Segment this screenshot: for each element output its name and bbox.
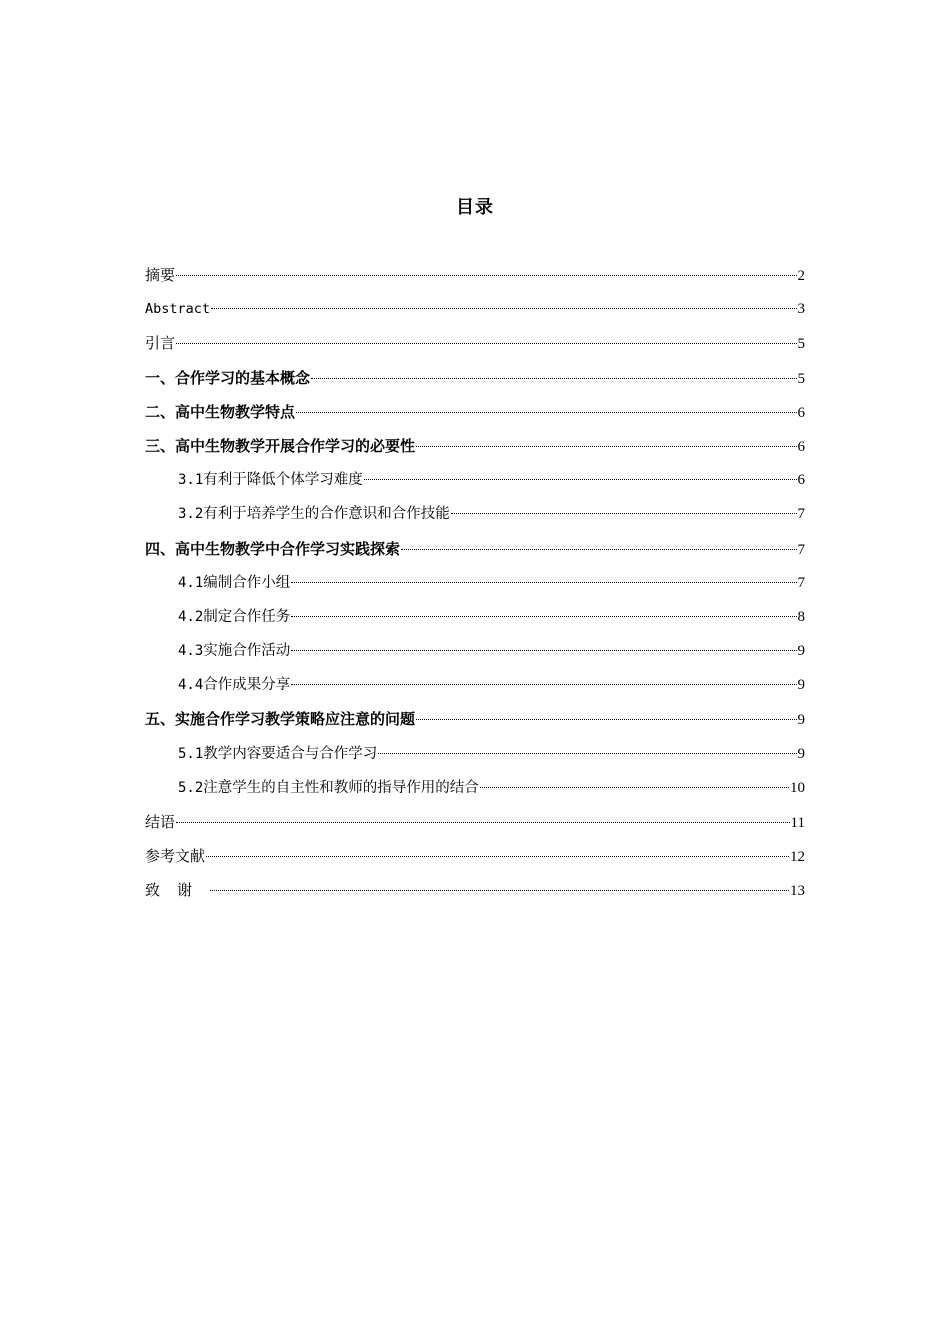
toc-section-number: 3.1	[178, 472, 204, 489]
toc-entry-label: 结语	[145, 813, 176, 831]
toc-page-number: 3	[797, 301, 805, 318]
toc-entry-label	[178, 672, 290, 698]
toc-entry[interactable]	[145, 296, 805, 330]
toc-section-title: 制定合作任务	[203, 608, 291, 625]
toc-dot-leader	[291, 616, 796, 617]
toc-entry-label: 摘要	[145, 266, 176, 284]
toc-page-number: 11	[790, 815, 805, 831]
toc-section-title: 实施合作活动	[203, 643, 291, 660]
toc-section-title: 编制合作小组	[203, 574, 291, 591]
toc-entry-label: 参考文献	[145, 847, 206, 866]
toc-entry-label: 致谢	[145, 881, 210, 900]
toc-dot-leader	[176, 822, 790, 823]
toc-dot-leader	[378, 753, 796, 754]
toc-section-title: 注意学生的自主性和教师的指导作用的结合	[203, 779, 479, 796]
toc-page-number: 7	[797, 506, 805, 523]
toc-dot-leader	[176, 343, 796, 344]
toc-dot-leader	[416, 719, 796, 720]
toc-dot-leader	[311, 378, 796, 379]
toc-entry[interactable]	[145, 330, 805, 364]
toc-dot-leader	[291, 582, 796, 583]
toc-entry[interactable]	[145, 399, 805, 433]
toc-entry-label: 引言	[145, 334, 176, 353]
toc-page-number: 9	[797, 745, 805, 762]
toc-dot-leader	[401, 549, 796, 550]
toc-entry-label: 三、高中生物教学开展合作学习的必要性	[145, 436, 416, 455]
toc-page-number: 8	[797, 608, 805, 625]
toc-page-number: 2	[797, 268, 805, 284]
toc-dot-leader	[206, 856, 789, 857]
toc-entry[interactable]	[145, 775, 805, 809]
toc-dot-leader	[210, 890, 789, 891]
toc-entry-label: 一、合作学习的基本概念	[145, 368, 311, 387]
toc-entry[interactable]	[145, 433, 805, 467]
toc-section-title: 教学内容要适合与合作学习	[203, 745, 378, 762]
toc-dot-leader	[364, 479, 797, 480]
toc-entry-label	[178, 501, 450, 527]
toc-page-number: 6	[797, 438, 805, 455]
toc-entry[interactable]	[145, 262, 805, 296]
toc-section-number: 4.4	[178, 677, 204, 694]
toc-dot-leader	[416, 446, 796, 447]
toc-entry-label	[178, 775, 479, 801]
toc-section-number: 4.3	[178, 643, 204, 660]
toc-entry-label: 四、高中生物教学中合作学习实践探索	[145, 539, 401, 558]
toc-page-number: 10	[790, 779, 805, 796]
toc-dot-leader	[480, 787, 789, 788]
toc-dot-leader	[211, 308, 796, 309]
toc-page-number: 6	[797, 404, 805, 421]
toc-page-number: 5	[797, 336, 805, 353]
toc-section-number: 5.2	[178, 779, 204, 796]
toc-dot-leader	[296, 412, 796, 413]
toc-entry[interactable]	[145, 809, 805, 843]
toc-title: 目录	[456, 197, 494, 218]
toc-page-number: 5	[797, 370, 805, 387]
toc-page-number: 7	[797, 541, 805, 558]
toc-dot-leader	[176, 275, 796, 276]
toc-entry[interactable]	[145, 672, 805, 706]
table-of-contents	[145, 262, 805, 912]
toc-dot-leader	[291, 684, 796, 685]
toc-entry[interactable]	[145, 843, 805, 877]
toc-entry[interactable]	[145, 570, 805, 604]
toc-section-title: 有利于培养学生的合作意识和合作技能	[203, 506, 450, 523]
toc-entry-label: 五、实施合作学习教学策略应注意的问题	[145, 710, 416, 729]
toc-entry[interactable]	[145, 741, 805, 775]
toc-entry[interactable]	[145, 706, 805, 740]
toc-entry-label	[178, 467, 363, 493]
toc-entry[interactable]	[145, 536, 805, 570]
toc-page-number: 9	[797, 677, 805, 694]
toc-section-number: 3.2	[178, 506, 204, 523]
toc-section-number: 4.1	[178, 574, 204, 591]
toc-entry[interactable]	[145, 604, 805, 638]
toc-page-number: 9	[797, 712, 805, 729]
toc-dot-leader	[451, 513, 797, 514]
toc-page-number: 13	[790, 883, 805, 900]
toc-entry[interactable]	[145, 501, 805, 535]
toc-section-title: 合作成果分享	[203, 677, 291, 694]
toc-section-number: 5.1	[178, 745, 204, 762]
toc-dot-leader	[291, 650, 796, 651]
toc-entry[interactable]	[145, 365, 805, 399]
toc-entry-label	[178, 604, 290, 630]
toc-entry[interactable]	[145, 467, 805, 501]
toc-section-title: 有利于降低个体学习难度	[203, 472, 363, 489]
toc-entry-label: Abstract	[145, 301, 211, 318]
toc-page-number: 9	[797, 643, 805, 660]
toc-section-number: 4.2	[178, 608, 204, 625]
toc-page-number: 6	[797, 472, 805, 489]
toc-page-number: 12	[790, 849, 805, 866]
toc-entry-label	[178, 570, 290, 596]
toc-page-number: 7	[797, 574, 805, 591]
toc-entry-label	[178, 638, 290, 664]
toc-entry-label	[178, 741, 377, 767]
toc-entry[interactable]	[145, 877, 805, 911]
toc-entry[interactable]	[145, 638, 805, 672]
toc-entry-label: 二、高中生物教学特点	[145, 402, 296, 421]
